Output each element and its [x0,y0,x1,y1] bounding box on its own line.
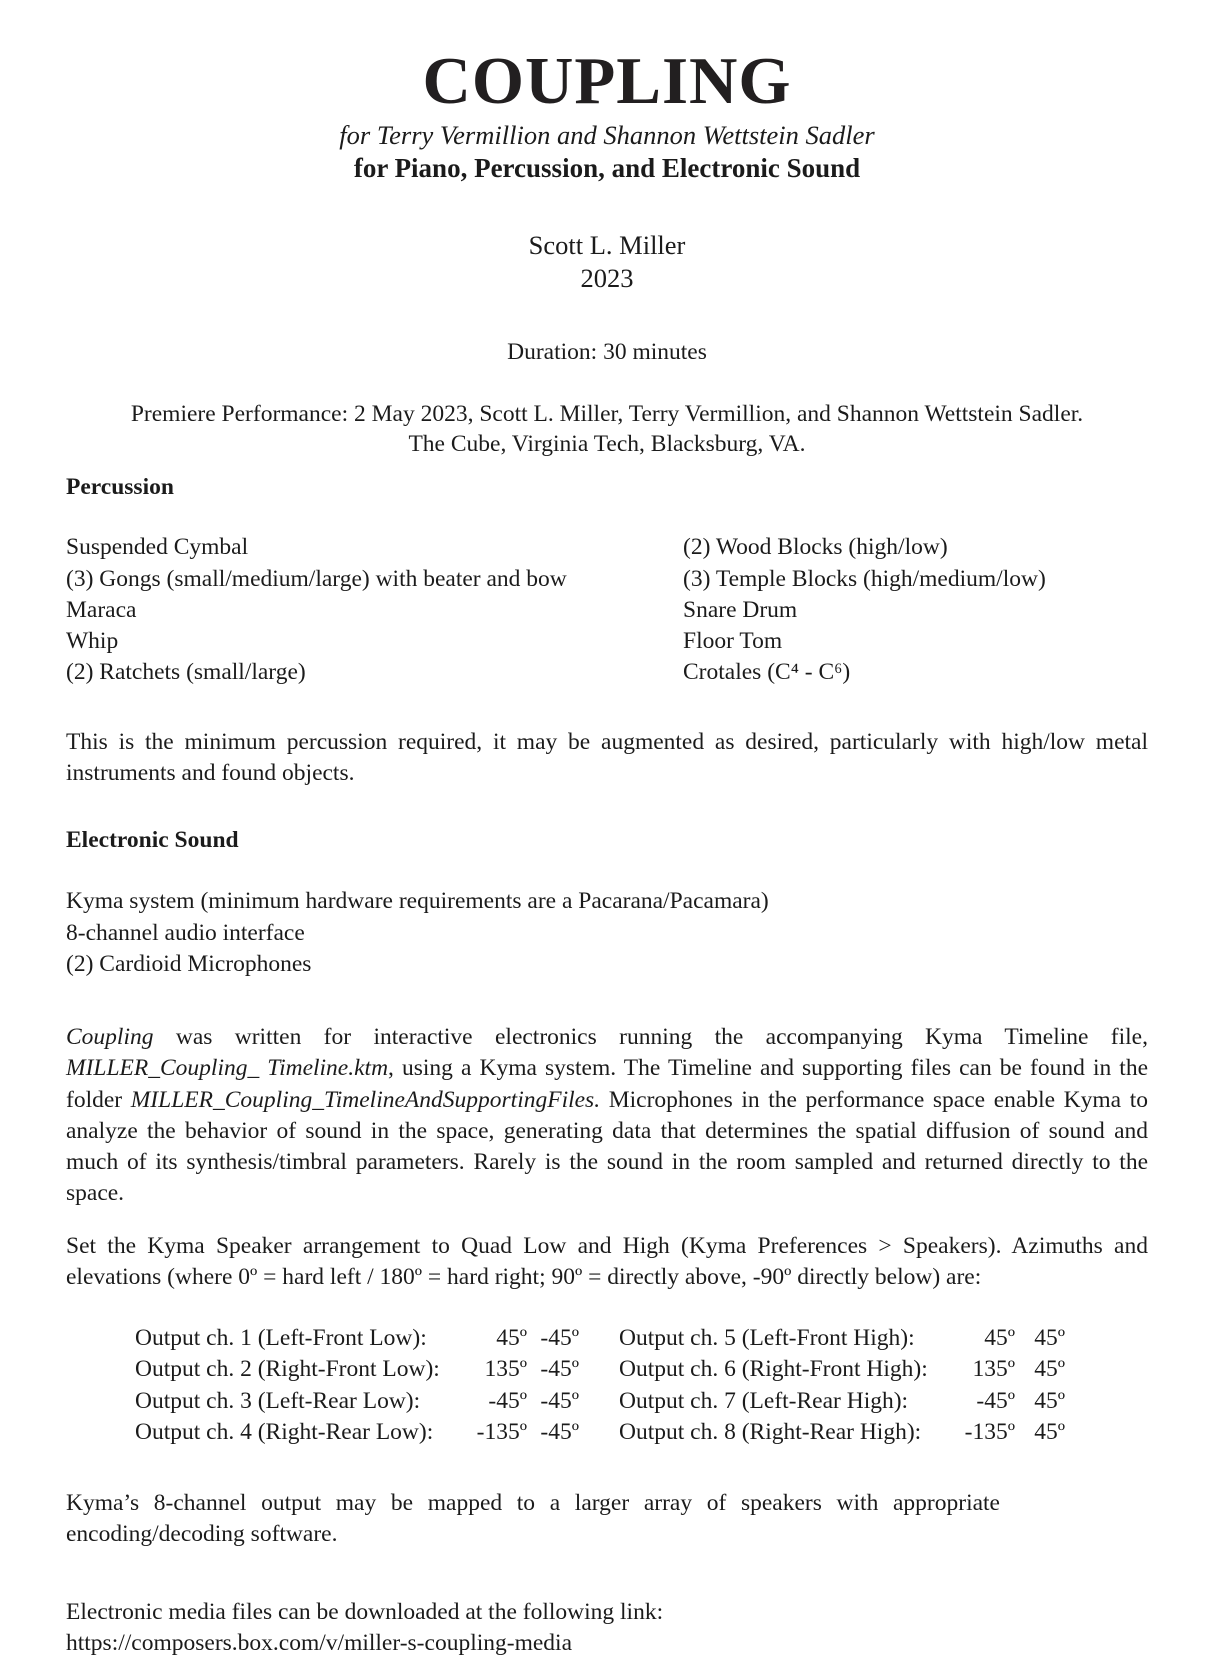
output-channel-label: Output ch. 4 (Right-Rear Low): [135,1418,434,1445]
dedication: for Terry Vermillion and Shannon Wettstein Sadler [339,120,875,150]
elevation-value: 45º [1034,1356,1065,1383]
percussion-column-right [683,532,1148,688]
percussion-item: Suspended Cymbal [66,534,249,561]
azimuth-value: 45º [496,1325,527,1352]
output-channel-label: Output ch. 7 (Left-Rear High): [619,1387,909,1414]
channel-mapping-note: Kyma’s 8-channel output may be mapped to a larger array of speakers with appropriate encoding/decoding software. [66,1490,1000,1548]
speaker-setup-instructions: Set the Kyma Speaker arrangement to Quad Low and High (Kyma Preferences > Speakers). Azimuths and elevations (where 0º = hard left / 180º = hard right; 90º = directly above, -90º directly below) are: [66,1232,1148,1290]
percussion-instrument-list [66,532,1148,688]
speaker-output-table [135,1323,1148,1448]
premiere-line: The Cube, Virginia Tech, Blacksburg, VA. [408,431,806,458]
elevation-value: -45º [540,1356,579,1383]
azimuth-value: -45º [976,1387,1015,1414]
media-download-block [66,1597,1148,1659]
elevation-value: -45º [540,1325,579,1352]
output-channel-label: Output ch. 5 (Left-Front High): [619,1325,915,1352]
column-gap [579,1323,619,1354]
table-row [135,1354,1148,1385]
column-gap [579,1354,619,1385]
percussion-item: (3) Gongs (small/medium/large) with beater and bow [66,565,567,592]
percussion-column-left [66,532,683,688]
kyma-description: Coupling was written for interactive electronics running the accompanying Kyma Timeline file, MILLER_Coupling_ Timeline.ktm, using a Kyma system. The Timeline and supporting files can be found in the folder MILLER_Coupling_TimelineAndSupportingFiles. Microphones in the performance space enable Kyma to analyze the behavior of sound in the space, generating data that determines the spatial diffusion of sound and much of its synthesis/timbral parameters. Rarely is the sound in the room sampled and returned directly to the space. [66,1024,1148,1207]
azimuth-value: 135º [484,1356,527,1383]
table-row [135,1417,1148,1448]
output-channel-label: Output ch. 2 (Right-Front Low): [135,1356,440,1383]
elevation-value: -45º [540,1387,579,1414]
azimuth-value: -135º [964,1418,1015,1445]
output-channel-label: Output ch. 6 (Right-Front High): [619,1356,928,1383]
table-row [135,1386,1148,1417]
composition-year: 2023 [580,262,634,293]
percussion-item: Whip [66,628,119,655]
percussion-item: Floor Tom [683,628,783,655]
elevation-value: 45º [1034,1418,1065,1445]
percussion-item: (2) Wood Blocks (high/low) [683,534,948,561]
elevation-value: 45º [1034,1325,1065,1352]
composer-name: Scott L. Miller [528,229,686,260]
page-title: COUPLING [422,44,792,118]
instrumentation: for Piano, Percussion, and Electronic Sound [353,153,861,184]
elevation-value: -45º [540,1418,579,1445]
azimuth-value: 45º [984,1325,1015,1352]
media-link-intro: Electronic media files can be downloaded at the following link: [66,1598,664,1625]
premiere-line: Premiere Performance: 2 May 2023, Scott L. Miller, Terry Vermillion, and Shannon Wettstein Sadler. [130,401,1084,428]
duration-text: Duration: 30 minutes [507,338,707,365]
percussion-item: Snare Drum [683,596,798,623]
output-channel-label: Output ch. 1 (Left-Front Low): [135,1325,427,1352]
equipment-item: 8-channel audio interface [66,919,305,946]
media-link-url[interactable]: https://composers.box.com/v/miller-s-coupling-media [66,1629,572,1656]
percussion-item: Maraca [66,596,137,623]
percussion-item: (2) Ratchets (small/large) [66,659,306,686]
author-block [66,229,1148,295]
electronic-equipment-list [66,886,1148,980]
table-row [135,1323,1148,1354]
equipment-item: Kyma system (minimum hardware requirements are a Pacarana/Pacamara) [66,888,769,915]
section-heading-percussion: Percussion [66,474,174,501]
premiere-performance [66,399,1148,459]
percussion-item: (3) Temple Blocks (high/medium/low) [683,565,1046,592]
azimuth-value: 135º [972,1356,1015,1383]
column-gap [579,1386,619,1417]
percussion-note: This is the minimum percussion required, it may be augmented as desired, particularly with high/low metal instruments and found objects. [66,728,1148,786]
column-gap [579,1417,619,1448]
percussion-item: Crotales (C⁴ - C⁶) [683,659,851,686]
output-channel-label: Output ch. 8 (Right-Rear High): [619,1418,922,1445]
elevation-value: 45º [1034,1387,1065,1414]
output-channel-label: Output ch. 3 (Left-Rear Low): [135,1387,421,1414]
azimuth-value: -135º [476,1418,527,1445]
section-heading-electronic-sound: Electronic Sound [66,827,239,854]
equipment-item: (2) Cardioid Microphones [66,950,312,977]
azimuth-value: -45º [488,1387,527,1414]
